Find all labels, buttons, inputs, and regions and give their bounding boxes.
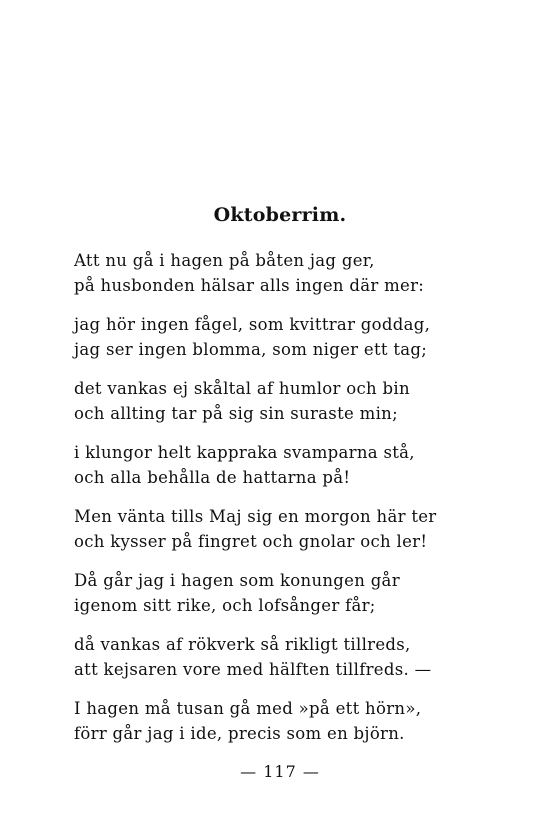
stanza-3 — [74, 376, 514, 426]
stanza-2 — [74, 312, 514, 362]
poem-body — [74, 248, 514, 760]
poem-line: Att nu gå i hagen på båten jag ger, — [74, 251, 375, 270]
stanza-6 — [74, 568, 514, 618]
stanza-8 — [74, 696, 514, 746]
stanza-5 — [74, 504, 514, 554]
stanza-7 — [74, 632, 514, 682]
poem-line: I hagen må tusan gå med »på ett hörn», — [74, 699, 422, 718]
poem-line: då vankas af rökverk så rikligt tillreds, — [74, 635, 411, 654]
poem-line: igenom sitt rike, och lofsånger får; — [74, 596, 376, 615]
stanza-4 — [74, 440, 514, 490]
poem-line: Då går jag i hagen som konungen går — [74, 571, 400, 590]
poem-line: på husbonden hälsar alls ingen där mer: — [74, 276, 425, 295]
poem-line: och alla behålla de hattarna på! — [74, 468, 351, 487]
poem-line: det vankas ej skåltal af humlor och bin — [74, 379, 410, 398]
poem-line: och allting tar på sig sin suraste min; — [74, 404, 398, 423]
page-number: — 117 — — [240, 762, 320, 781]
poem-line: förr går jag i ide, precis som en björn. — [74, 724, 405, 743]
poem-line: och kysser på fingret och gnolar och ler! — [74, 532, 428, 551]
poem-line: i klungor helt kappraka svamparna stå, — [74, 443, 415, 462]
poem-line: jag hör ingen fågel, som kvittrar goddag, — [74, 315, 431, 334]
stanza-1 — [74, 248, 514, 298]
poem-line: Men vänta tills Maj sig en morgon här ter — [74, 507, 437, 526]
poem-title: Oktoberrim. — [213, 204, 347, 226]
poem-line: jag ser ingen blomma, som niger ett tag; — [74, 340, 428, 359]
poem-line: att kejsaren vore med hälften tillfreds. — — [74, 660, 432, 679]
